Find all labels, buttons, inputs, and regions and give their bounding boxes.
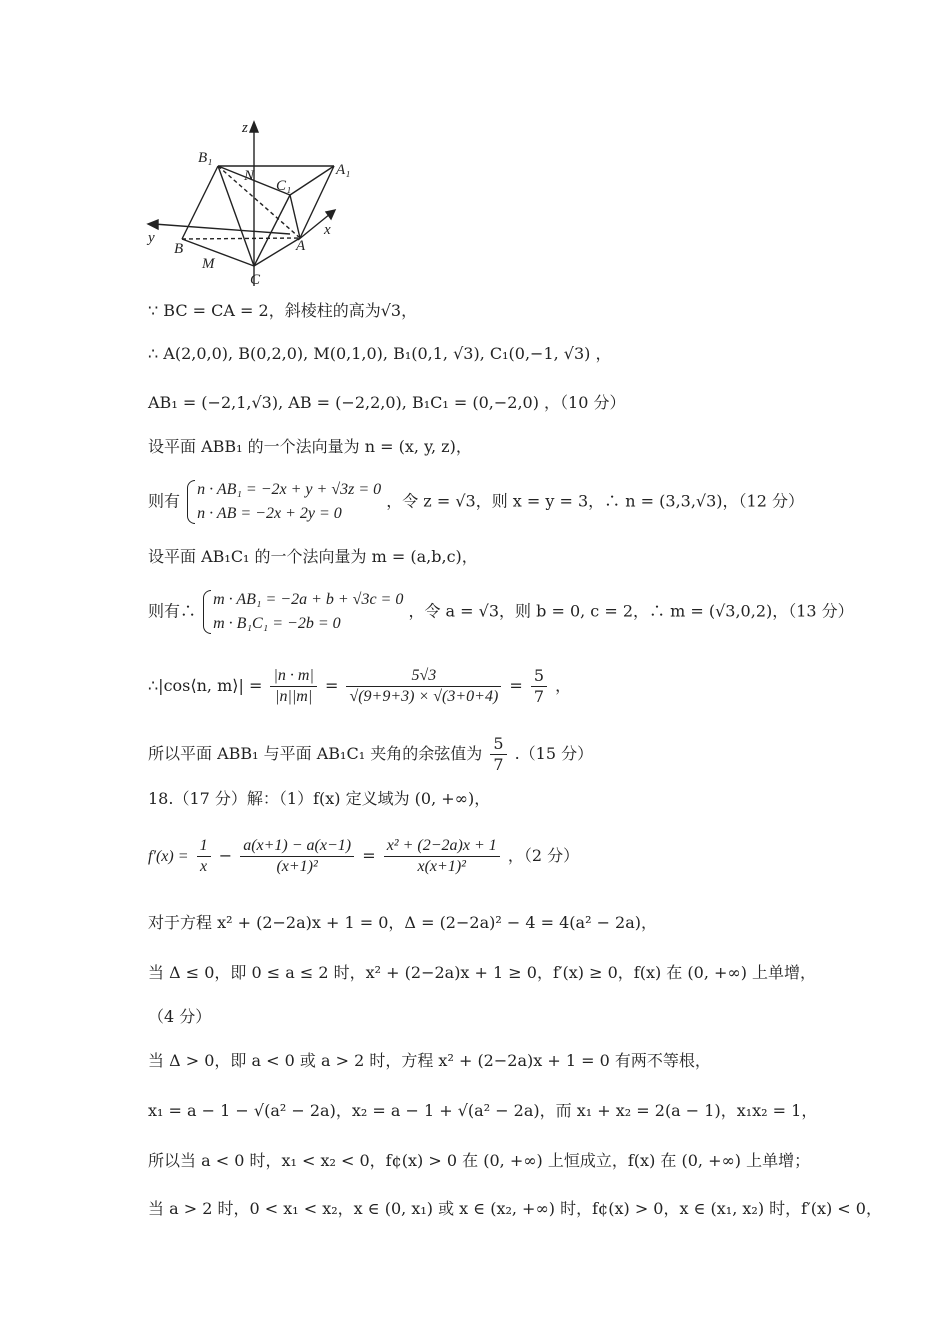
cosine-fraction-1: $\frac{|n \cdot m|}{|n||m|}$	[270, 666, 316, 707]
line-normal-m-def: 设平面 AB₁C₁ 的一个法向量为 m = (a,b,c)，	[148, 547, 478, 566]
system-n-suffix: ，令 z = √3，则 x = y = 3，∴ n = (3,3,√3)，（12 分）	[386, 491, 804, 511]
line-vectors: AB₁ = (−2,1,√3), AB = (−2,2,0), B₁C₁ = (0,−2,0) ，（10 分）	[148, 393, 626, 412]
cosine-prefix: ∴|cos⟨n, m⟩| =	[148, 676, 263, 695]
prism-figure	[140, 116, 380, 291]
label-M: M	[202, 256, 215, 272]
deriv-fraction-3: $\frac{\text{x² + (2−2a)x + 1}}{\text{x(x+1)²}}$	[384, 836, 500, 877]
edge-BC	[182, 239, 254, 266]
z-axis-arrow	[250, 122, 258, 132]
system-m-eq1: m · AB₁ = −2a + b + √3c = 0	[213, 591, 404, 608]
label-N: N	[244, 168, 255, 184]
edge-BA	[182, 238, 300, 239]
line-discriminant: 对于方程 x² + (2−2a)x + 1 = 0，Δ = (2−2a)² − 4 = 4(a² − 2a)，	[148, 913, 658, 932]
label-C1: C₁	[276, 178, 292, 194]
line-normal-n-def: 设平面 ABB₁ 的一个法向量为 n = (x, y, z)，	[148, 437, 472, 456]
system-m-prefix: 则有∴	[148, 601, 197, 621]
line-roots: x₁ = a − 1 − √(a² − 2a)，x₂ = a − 1 + √(a² − 2a)，而 x₁ + x₂ = 2(a − 1)，x₁x₂ = 1，	[148, 1101, 818, 1120]
line-case-a-negative: 所以当 a < 0 时，x₁ < x₂ < 0，f¢(x) > 0 在 (0, +∞) 上恒成立，f(x) 在 (0, +∞) 上单增；	[148, 1151, 811, 1170]
cosine-fraction-2: $\frac{5√3}{√(9+9+3) \times √(3+0+4)}$	[346, 666, 501, 707]
line-system-m	[148, 588, 854, 636]
line-score-4: （4 分）	[148, 1007, 212, 1026]
label-x: x	[324, 222, 331, 238]
y-axis-arrow	[148, 220, 158, 229]
line-case-a-greater-2: 当 a > 2 时，0 < x₁ < x₂，x ∈ (0, x₁) 或 x ∈ (x₂, +∞) 时，f¢(x) > 0，x ∈ (x₁, x₂) 时，f′(x) < 0，	[148, 1199, 882, 1218]
system-m-brace	[201, 588, 403, 636]
label-B1: B₁	[198, 150, 213, 166]
deriv-fraction-1: $\frac{1}{x}$	[197, 836, 211, 877]
line-case-delta-positive: 当 Δ > 0，即 a < 0 或 a > 2 时，方程 x² + (2−2a)x + 1 = 0 有两不等根，	[148, 1051, 711, 1070]
label-z: z	[242, 120, 248, 136]
label-A1: A₁	[336, 162, 351, 178]
cosine-fraction-3: $\frac{5}{7}$	[531, 666, 547, 707]
line-lengths: ∵ BC = CA = 2，斜棱柱的高为√3，	[148, 301, 418, 320]
conclusion-fraction: $\frac{5}{7}$	[490, 734, 506, 775]
line-cosine: ∴|cos⟨n, m⟩| = $\frac{|n \cdot m|}{|n||m|}$ = $\frac{5√3}{√(9+9+3) \times √(3+0+4)}$ = $\frac{5}{7}$ ，	[148, 666, 572, 706]
system-n-brace	[185, 478, 381, 526]
system-n-prefix: 则有	[148, 491, 181, 511]
system-m-suffix: ，令 a = √3，则 b = 0, c = 2，∴ m = (√3,0,2)，（13 分）	[408, 601, 854, 621]
line-coordinates: ∴ A(2,0,0), B(0,2,0), M(0,1,0), B₁(0,1, √3), C₁(0,−1, √3) ，	[148, 344, 612, 363]
x-axis-arrow	[326, 210, 335, 219]
system-m-eq2: m · B₁C₁ = −2b = 0	[213, 615, 341, 632]
edge-C1A	[290, 195, 300, 238]
line-case-delta-nonpositive: 当 Δ ≤ 0，即 0 ≤ a ≤ 2 时，x² + (2−2a)x + 1 ≥ 0，f′(x) ≥ 0，f(x) 在 (0, +∞) 上单增，	[148, 963, 817, 982]
y-axis	[154, 224, 290, 234]
deriv-fraction-2: $\frac{a(x+1) - a(x-1)}{\text{(x+1)²}}$	[240, 836, 354, 877]
line-system-n	[148, 478, 804, 526]
label-y: y	[148, 230, 155, 246]
system-n-eq2: n · AB = −2x + 2y = 0	[197, 505, 342, 522]
system-n-eq1: n · AB₁ = −2x + y + √3z = 0	[197, 481, 382, 498]
line-conclusion-17: 所以平面 ABB₁ 与平面 AB₁C₁ 夹角的余弦值为 $\frac{5}{7}$ .（15 分）	[148, 734, 594, 774]
label-A: A	[296, 238, 306, 254]
label-B: B	[174, 241, 184, 257]
line-problem-18-heading: 18.（17 分）解：（1）f(x) 定义域为 (0, +∞)，	[148, 789, 491, 808]
label-C: C	[250, 272, 261, 288]
line-derivative: f′(x) = $\frac{1}{x}$ − $\frac{a(x+1) - a(x-1)}{\text{(x+1)²}}$ = $\frac{\text{x² + (2−2a)x + 1}}{\text{x(x+1)²}}$ ，（2 分）	[148, 837, 580, 875]
